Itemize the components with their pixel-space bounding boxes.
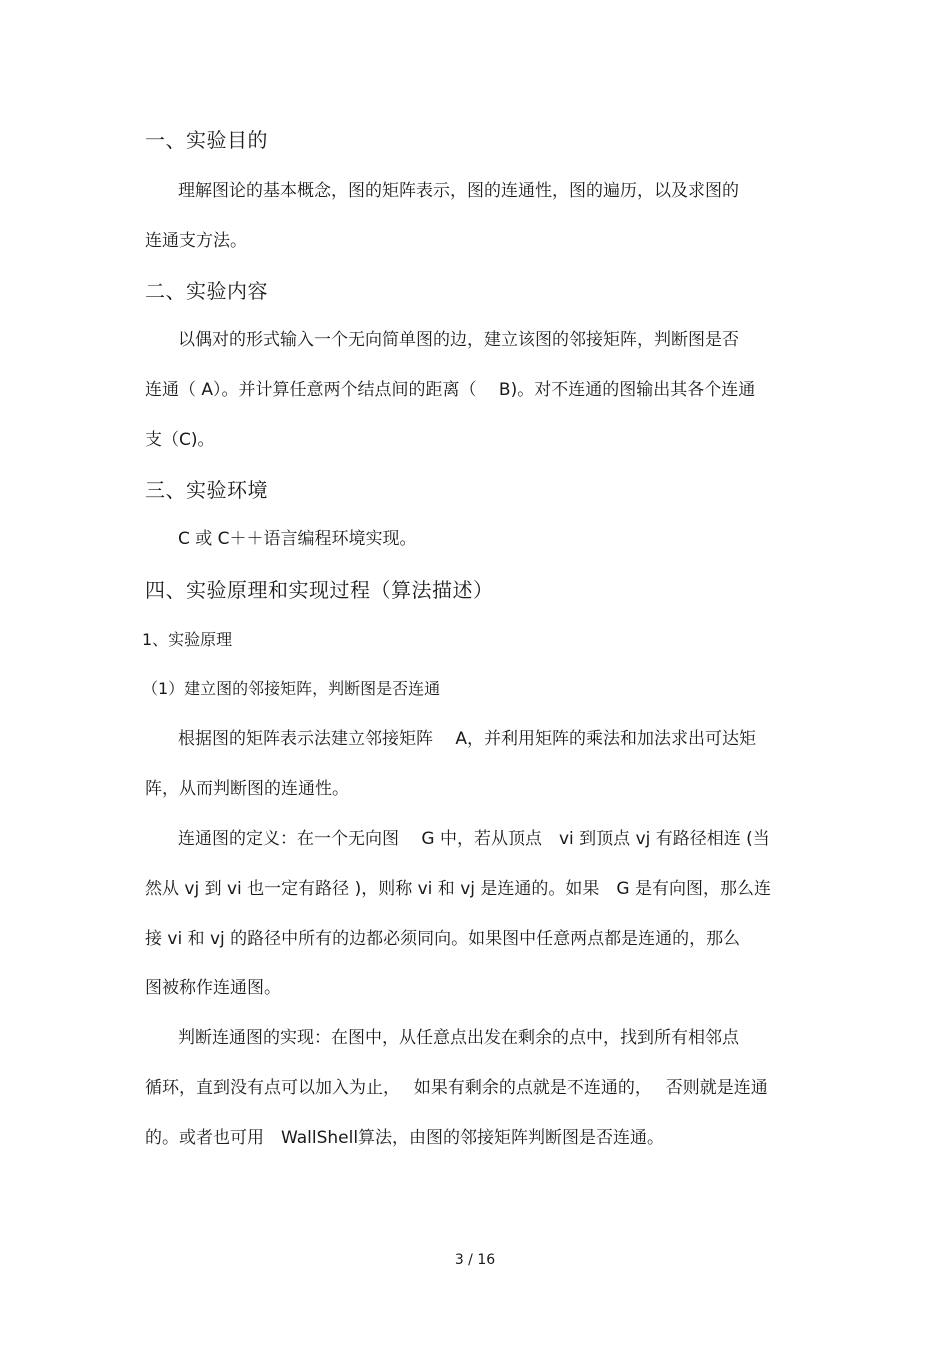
subsection-title: （1）建立图的邻接矩阵，判断图是否连通 (142, 679, 441, 698)
paragraph-line: 阵，从而判断图的连通性。 (145, 779, 349, 799)
paragraph-line: 然从 vj 到 vi 也一定有路径 )，则称 vi 和 vj 是连通的。如果 G 是有向图，那么连 (145, 879, 771, 899)
subsection-title: 1、实验原理 (142, 630, 233, 649)
paragraph-line: 连通（ A）。并计算任意两个结点间的距离（ B)。对不连通的图输出其各个连通 (145, 380, 756, 400)
paragraph-line: 支（C)。 (145, 430, 215, 450)
paragraph-line: 连通图的定义：在一个无向图 G 中，若从顶点 vi 到顶点 vj 有路径相连 (当 (178, 829, 770, 849)
paragraph-line: 以偶对的形式输入一个无向简单图的边，建立该图的邻接矩阵，判断图是否 (178, 330, 739, 350)
paragraph-line: 循环，直到没有点可以加入为止， 如果有剩余的点就是不连通的， 否则就是连通 (145, 1078, 768, 1098)
paragraph-line: 图被称作连通图。 (145, 978, 281, 998)
paragraph-line: 根据图的矩阵表示法建立邻接矩阵 A，并利用矩阵的乘法和加法求出可达矩 (178, 729, 757, 749)
section-heading-environment: 三、实验环境 (145, 478, 268, 502)
paragraph-line: 的。或者也可用 WallShell算法，由图的邻接矩阵判断图是否连通。 (145, 1128, 665, 1148)
paragraph-line: 理解图论的基本概念，图的矩阵表示，图的连通性，图的遍历，以及求图的 (178, 181, 739, 201)
paragraph-line: 接 vi 和 vj 的路径中所有的边都必须同向。如果图中任意两点都是连通的，那么 (145, 929, 741, 949)
paragraph-line: C 或 C＋＋语言编程环境实现。 (178, 529, 417, 549)
page-number: 3 / 16 (454, 1252, 496, 1268)
paragraph-line: 连通支方法。 (145, 231, 247, 251)
paragraph-line: 判断连通图的实现：在图中，从任意点出发在剩余的点中，找到所有相邻点 (178, 1028, 739, 1048)
section-heading-principle: 四、实验原理和实现过程（算法描述） (145, 578, 494, 602)
section-heading-purpose: 一、实验目的 (145, 128, 268, 152)
section-heading-content: 二、实验内容 (145, 279, 268, 303)
